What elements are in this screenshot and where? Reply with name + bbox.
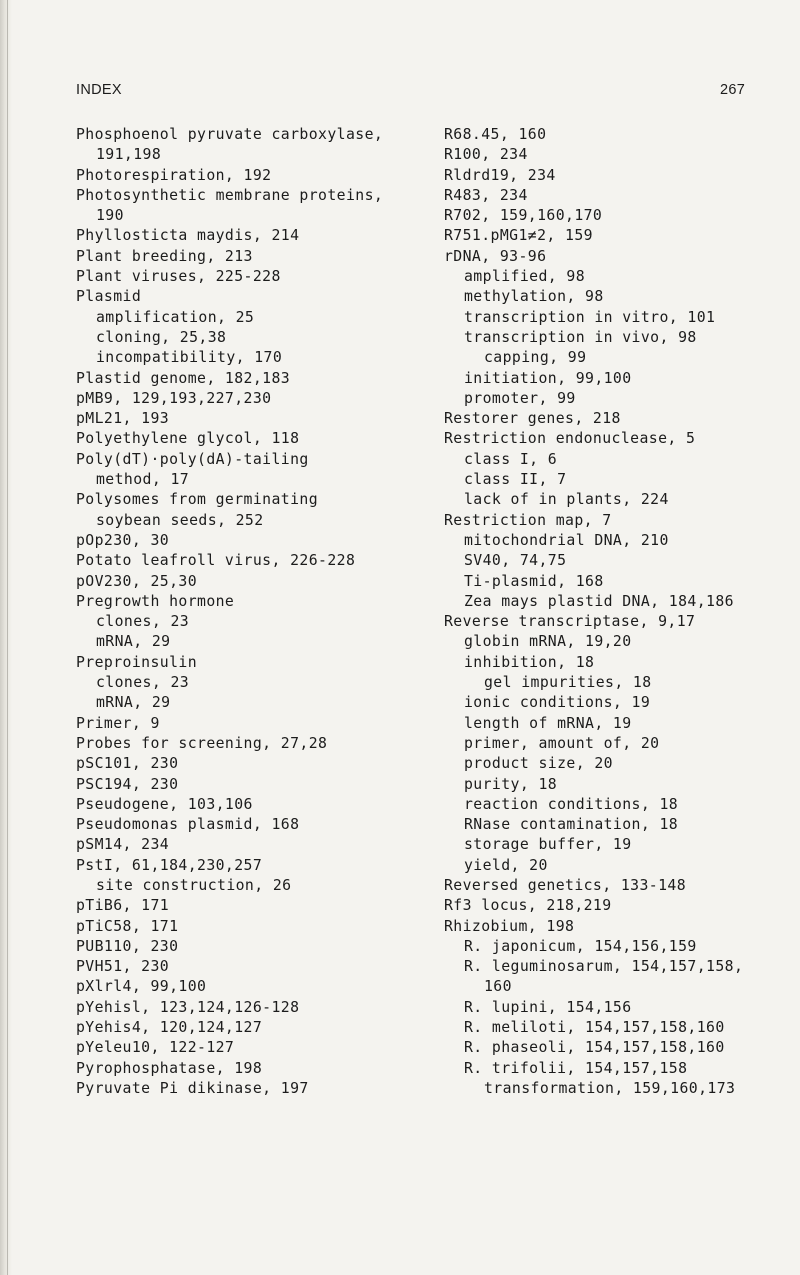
index-entry: PVH51, 230 — [76, 958, 170, 976]
index-entry: Phosphoenol pyruvate carboxylase, — [76, 126, 384, 143]
index-subentry: clones, 23 — [96, 613, 190, 631]
index-entry: Poly(dT)·poly(dA)-tailing — [76, 450, 309, 468]
index-entry: Potato leafroll virus, 226-228 — [76, 552, 356, 570]
index-subentry: capping, 99 — [484, 349, 587, 367]
index-subentry: transcription in vivo, 98 — [464, 328, 697, 346]
index-entry: Primer, 9 — [76, 714, 160, 732]
index-subentry: yield, 20 — [464, 856, 548, 874]
index-entry: Photosynthetic membrane proteins, — [76, 186, 384, 204]
index-entry: Pseudogene, 103,106 — [76, 795, 253, 813]
index-subentry: purity, 18 — [464, 775, 558, 793]
page-number: 267 — [720, 82, 746, 98]
index-entry: pML21, 193 — [76, 410, 170, 428]
index-entry: pMB9, 129,193,227,230 — [76, 389, 272, 407]
index-subentry: R. japonicum, 154,156,159 — [464, 937, 697, 955]
index-subentry: R. leguminosarum, 154,157,158, — [464, 958, 744, 976]
index-entry: Plant viruses, 225-228 — [76, 268, 281, 286]
index-subentry: promoter, 99 — [464, 389, 576, 407]
index-subentry: length of mRNA, 19 — [464, 714, 632, 732]
index-entry: Reverse transcriptase, 9,17 — [444, 613, 696, 631]
index-entry: pYehisl, 123,124,126-128 — [76, 998, 300, 1016]
index-subentry: transcription in vitro, 101 — [464, 308, 716, 326]
index-entry: Rf3 locus, 218,219 — [444, 897, 612, 915]
index-entry: Reversed genetics, 133-148 — [444, 876, 687, 894]
index-entry: pTiB6, 171 — [76, 897, 170, 915]
index-entry: R751.pMG1≠2, 159 — [444, 227, 593, 245]
index-entry: pYeleu10, 122-127 — [76, 1039, 235, 1057]
index-entry: Polysomes from germinating — [76, 491, 319, 509]
index-subentry: initiation, 99,100 — [464, 369, 632, 387]
index-subentry: mRNA, 29 — [96, 633, 171, 651]
index-subentry: class I, 6 — [464, 450, 558, 468]
index-entry: pXlrl4, 99,100 — [76, 978, 207, 996]
index-entry: pTiC58, 171 — [76, 917, 179, 935]
index-subentry: lack of in plants, 224 — [464, 491, 669, 509]
index-entry: Probes for screening, 27,28 — [76, 734, 328, 752]
index-subentry: product size, 20 — [464, 755, 613, 773]
index-subentry: ionic conditions, 19 — [464, 694, 651, 712]
index-subentry: method, 17 — [96, 471, 190, 489]
page-binding-edge — [0, 0, 12, 1275]
index-entry: Photorespiration, 192 — [76, 166, 272, 184]
index-subentry: incompatibility, 170 — [96, 349, 283, 367]
index-entry: Pseudomonas plasmid, 168 — [76, 816, 300, 834]
index-entry: R702, 159,160,170 — [444, 207, 603, 225]
index-entry: Plant breeding, 213 — [76, 247, 253, 265]
index-subentry: Zea mays plastid DNA, 184,186 — [464, 592, 734, 610]
index-entry: pSM14, 234 — [76, 836, 170, 854]
index-subentry: clones, 23 — [96, 674, 190, 692]
index-entry: Pyruvate Pi dikinase, 197 — [76, 1079, 309, 1097]
index-entry: Rldrd19, 234 — [444, 166, 556, 184]
index-subentry: site construction, 26 — [96, 876, 292, 894]
index-subentry: gel impurities, 18 — [484, 674, 652, 692]
index-entry: Preproinsulin — [76, 653, 198, 671]
index-subentry: reaction conditions, 18 — [464, 795, 679, 813]
index-entry: pOV230, 25,30 — [76, 572, 198, 590]
index-subentry: SV40, 74,75 — [464, 552, 567, 570]
index-subentry: R. lupini, 154,156 — [464, 998, 632, 1016]
index-entry: Restriction map, 7 — [444, 511, 612, 529]
running-head-title: INDEX — [76, 82, 122, 98]
index-subentry: amplified, 98 — [464, 268, 586, 286]
index-entry: R483, 234 — [444, 186, 528, 204]
index-subentry: 190 — [96, 207, 124, 225]
index-entry: Restriction endonuclease, 5 — [444, 430, 696, 448]
index-entry: PstI, 61,184,230,257 — [76, 856, 263, 874]
page-fold-line — [7, 0, 8, 1275]
index-subentry: primer, amount of, 20 — [464, 734, 660, 752]
index-subentry: 191,198 — [96, 146, 162, 164]
index-subentry: storage buffer, 19 — [464, 836, 632, 854]
index-subentry: cloning, 25,38 — [96, 328, 227, 346]
index-entry: Plasmid — [76, 288, 142, 306]
index-entry: PUB110, 230 — [76, 937, 179, 955]
index-subentry: R. phaseoli, 154,157,158,160 — [464, 1039, 725, 1057]
index-subentry: R. trifolii, 154,157,158 — [464, 1059, 688, 1077]
index-entry: rDNA, 93-96 — [444, 247, 547, 265]
index-subentry: RNase contamination, 18 — [464, 816, 679, 834]
index-entry: R100, 234 — [444, 146, 528, 164]
index-subentry: class II, 7 — [464, 471, 567, 489]
index-subentry: R. meliloti, 154,157,158,160 — [464, 1019, 725, 1037]
index-subentry: mitochondrial DNA, 210 — [464, 531, 669, 549]
index-entry: Plastid genome, 182,183 — [76, 369, 291, 387]
index-subentry: 160 — [484, 978, 512, 996]
index-subentry: methylation, 98 — [464, 288, 604, 306]
index-entry: Pregrowth hormone — [76, 592, 235, 610]
index-entry: PSC194, 230 — [76, 775, 179, 793]
index-subentry: Ti-plasmid, 168 — [464, 572, 604, 590]
index-column-left — [76, 125, 383, 1099]
index-entry: Restorer genes, 218 — [444, 410, 621, 428]
index-subentry: mRNA, 29 — [96, 694, 171, 712]
index-subentry: amplification, 25 — [96, 308, 255, 326]
index-entry: Phyllosticta maydis, 214 — [76, 227, 300, 245]
index-entry: pSC101, 230 — [76, 755, 179, 773]
index-subentry: transformation, 159,160,173 — [484, 1079, 736, 1097]
index-column-right — [444, 125, 743, 1099]
index-subentry: soybean seeds, 252 — [96, 511, 264, 529]
index-subentry: globin mRNA, 19,20 — [464, 633, 632, 651]
index-subentry: inhibition, 18 — [464, 653, 595, 671]
index-entry: Pyrophosphatase, 198 — [76, 1059, 263, 1077]
index-entry: pOp230, 30 — [76, 531, 170, 549]
index-entry: Polyethylene glycol, 118 — [76, 430, 300, 448]
index-entry: Rhizobium, 198 — [444, 917, 575, 935]
index-entry: pYehis4, 120,124,127 — [76, 1019, 263, 1037]
index-entry: R68.45, 160 — [444, 126, 547, 143]
